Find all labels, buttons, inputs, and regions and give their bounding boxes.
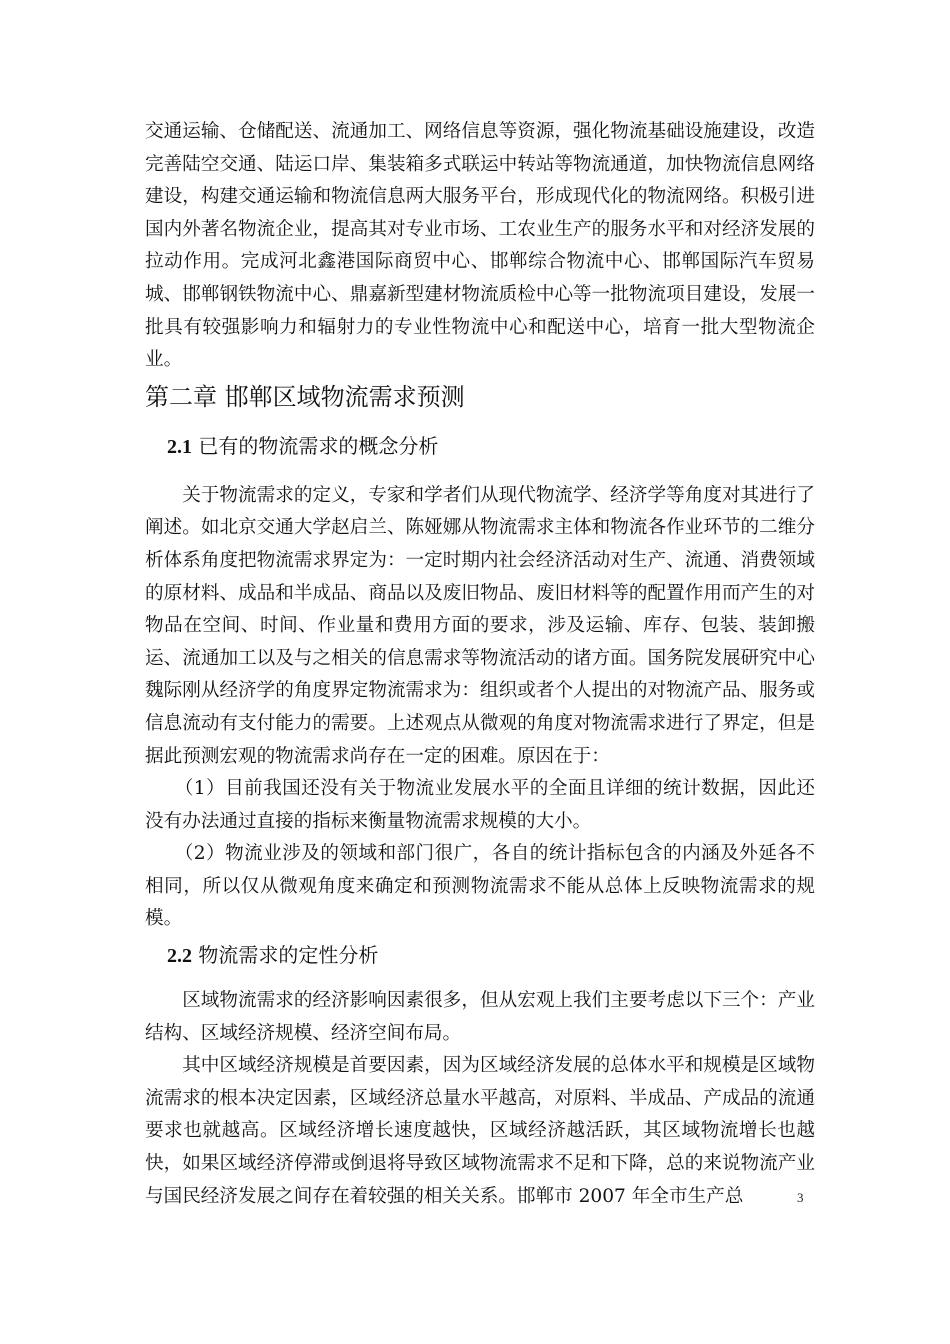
section-heading-2-2: [145, 936, 815, 985]
section-heading-2-1: [145, 429, 815, 480]
list-paragraph: （2）物流业涉及的领域和部门很广，各自的统计指标包含的内涵及外延各不相同，所以仅从微观角度来确定和预测物流需求不能从总体上反映物流需求的规模。: [145, 843, 815, 930]
list-paragraph: （1）目前我国还没有关于物流业发展水平的全面且详细的统计数据，因此还没有办法通过直接的指标来衡量物流需求规模的大小。: [145, 778, 815, 832]
section-title: 已有的物流需求的概念分析: [198, 433, 439, 458]
page-body: [145, 116, 815, 1213]
chapter-title: 第二章 邯郸区域物流需求预测: [145, 382, 465, 411]
section-number: 2.1: [167, 435, 192, 458]
continued-paragraph: 交通运输、仓储配送、流通加工、网络信息等资源，强化物流基础设施建设，改造完善陆空交通、陆运口岸、集装箱多式联运中转站等物流通道，加快物流信息网络建设，构建交通运输和物流信息两大服务平台，形成现代化的物流网络。积极引进国内外著名物流企业，提高其对专业市场、工农业生产的服务水平和对经济发展的拉动作用。完成河北鑫港国际商贸中心、邯郸综合物流中心、邯郸国际汽车贸易城、邯郸钢铁物流中心、鼎嘉新型建材物流质检中心等一批物流项目建设，发展一批具有较强影响力和辐射力的专业性物流中心和配送中心，培育一批大型物流企业。: [145, 121, 815, 371]
section-title: 物流需求的定性分析: [198, 943, 379, 968]
page-number: 3: [797, 1190, 804, 1205]
section-number: 2.2: [167, 945, 192, 968]
body-paragraph: 其中区域经济规模是首要因素，因为区域经济发展的总体水平和规模是区域物流需求的根本决定因素，区域经济总量水平越高，对原料、半成品、产成品的流通要求也就越高。区域经济增长速度越快，区域经济越活跃，其区域物流增长也越快，如果区域经济停滞或倒退将导致区域物流需求不足和下降，总的来说物流产业与国民经济发展之间存在着较强的相关关系。邯郸市 2007 年全市生产总: [145, 1055, 815, 1207]
body-paragraph: 区域物流需求的经济影响因素很多，但从宏观上我们主要考虑以下三个：产业结构、区域经济规模、经济空间布局。: [145, 990, 815, 1044]
body-paragraph: 关于物流需求的定义，专家和学者们从现代物流学、经济学等角度对其进行了阐述。如北京交通大学赵启兰、陈娅娜从物流需求主体和物流各作业环节的二维分析体系角度把物流需求界定为：一定时期内社会经济活动对生产、流通、消费领域的原材料、成品和半成品、商品以及废旧物品、废旧材料等的配置作用而产生的对物品在空间、时间、作业量和费用方面的要求，涉及运输、库存、包装、装卸搬运、流通加工以及与之相关的信息需求等物流活动的诸方面。国务院发展研究中心魏际刚从经济学的角度界定物流需求为：组织或者个人提出的对物流产品、服务或信息流动有支付能力的需要。上述观点从微观的角度对物流需求进行了界定，但是据此预测宏观的物流需求尚存在一定的困难。原因在于：: [145, 484, 815, 767]
